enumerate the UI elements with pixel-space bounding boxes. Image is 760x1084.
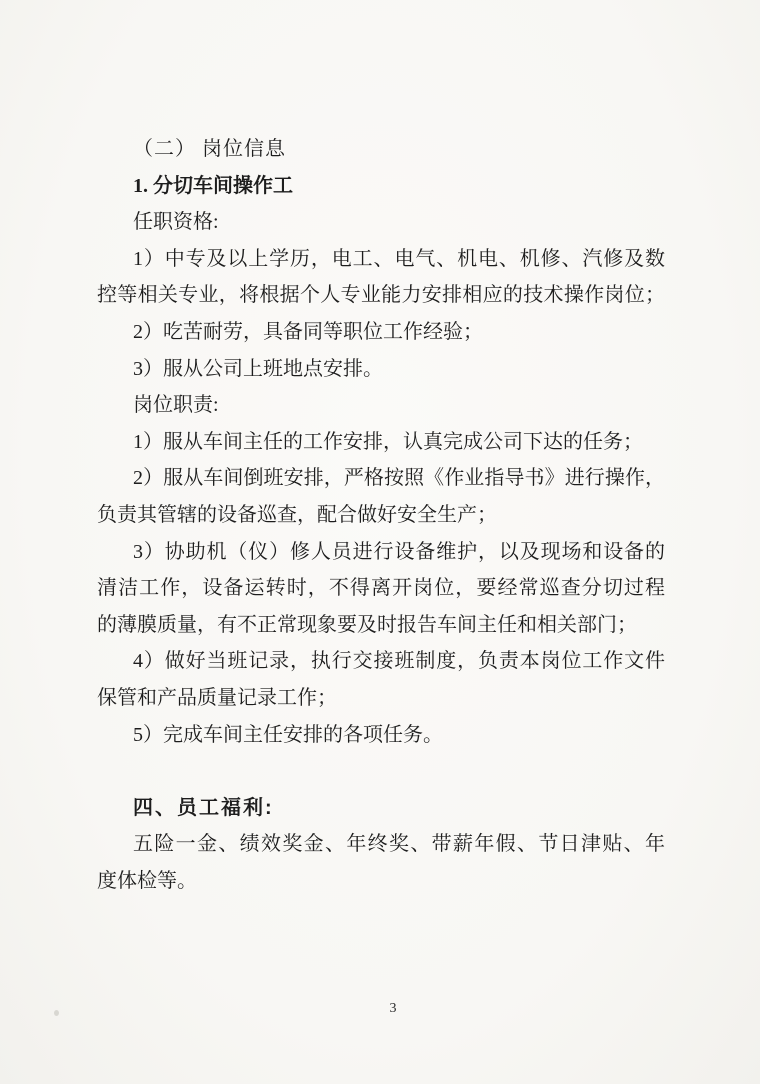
text-line: 1）中专及以上学历，电工、电气、机电、机修、汽修及数 [133, 247, 665, 270]
text-line: 度体检等。 [97, 869, 197, 892]
qualification-item-1 [97, 241, 665, 314]
duty-item-5: 5）完成车间主任安排的各项任务。 [133, 723, 443, 746]
text-line: 五险一金、绩效奖金、年终奖、带薪年假、节日津贴、年 [133, 833, 665, 856]
duties-label: 岗位职责: [133, 394, 219, 417]
text-line: 控等相关专业，将根据个人专业能力安排相应的技术操作岗位； [97, 284, 665, 307]
qualifications-label: 任职资格: [133, 211, 219, 234]
page-number: 3 [389, 1001, 397, 1016]
qualification-item-2: 2）吃苦耐劳，具备同等职位工作经验； [133, 320, 483, 343]
document-body [97, 131, 665, 899]
duty-item-4 [97, 643, 665, 716]
duty-item-3 [97, 534, 665, 644]
qualification-item-3: 3）服从公司上班地点安排。 [133, 357, 383, 380]
duty-item-2 [97, 460, 665, 533]
job-title-heading: 1. 分切车间操作工 [133, 174, 293, 197]
text-line: 清洁工作，设备运转时，不得离开岗位，要经常巡查分切过程 [97, 577, 665, 600]
text-line: 保管和产品质量记录工作； [97, 686, 337, 709]
section-heading: （二） 岗位信息 [133, 138, 286, 160]
text-line: 4）做好当班记录，执行交接班制度，负责本岗位工作文件 [133, 650, 665, 673]
welfare-paragraph [97, 826, 665, 899]
text-line: 3）协助机（仪）修人员进行设备维护，以及现场和设备的 [133, 540, 665, 563]
text-line: 2）服从车间倒班安排，严格按照《作业指导书》进行操作， [133, 467, 665, 490]
text-line: 负责其管辖的设备巡查，配合做好安全生产； [97, 503, 497, 526]
welfare-heading: 四、员工福利: [133, 796, 274, 819]
text-line: 的薄膜质量，有不正常现象要及时报告车间主任和相关部门； [97, 613, 637, 636]
duty-item-1: 1）服从车间主任的工作安排，认真完成公司下达的任务； [133, 430, 643, 453]
